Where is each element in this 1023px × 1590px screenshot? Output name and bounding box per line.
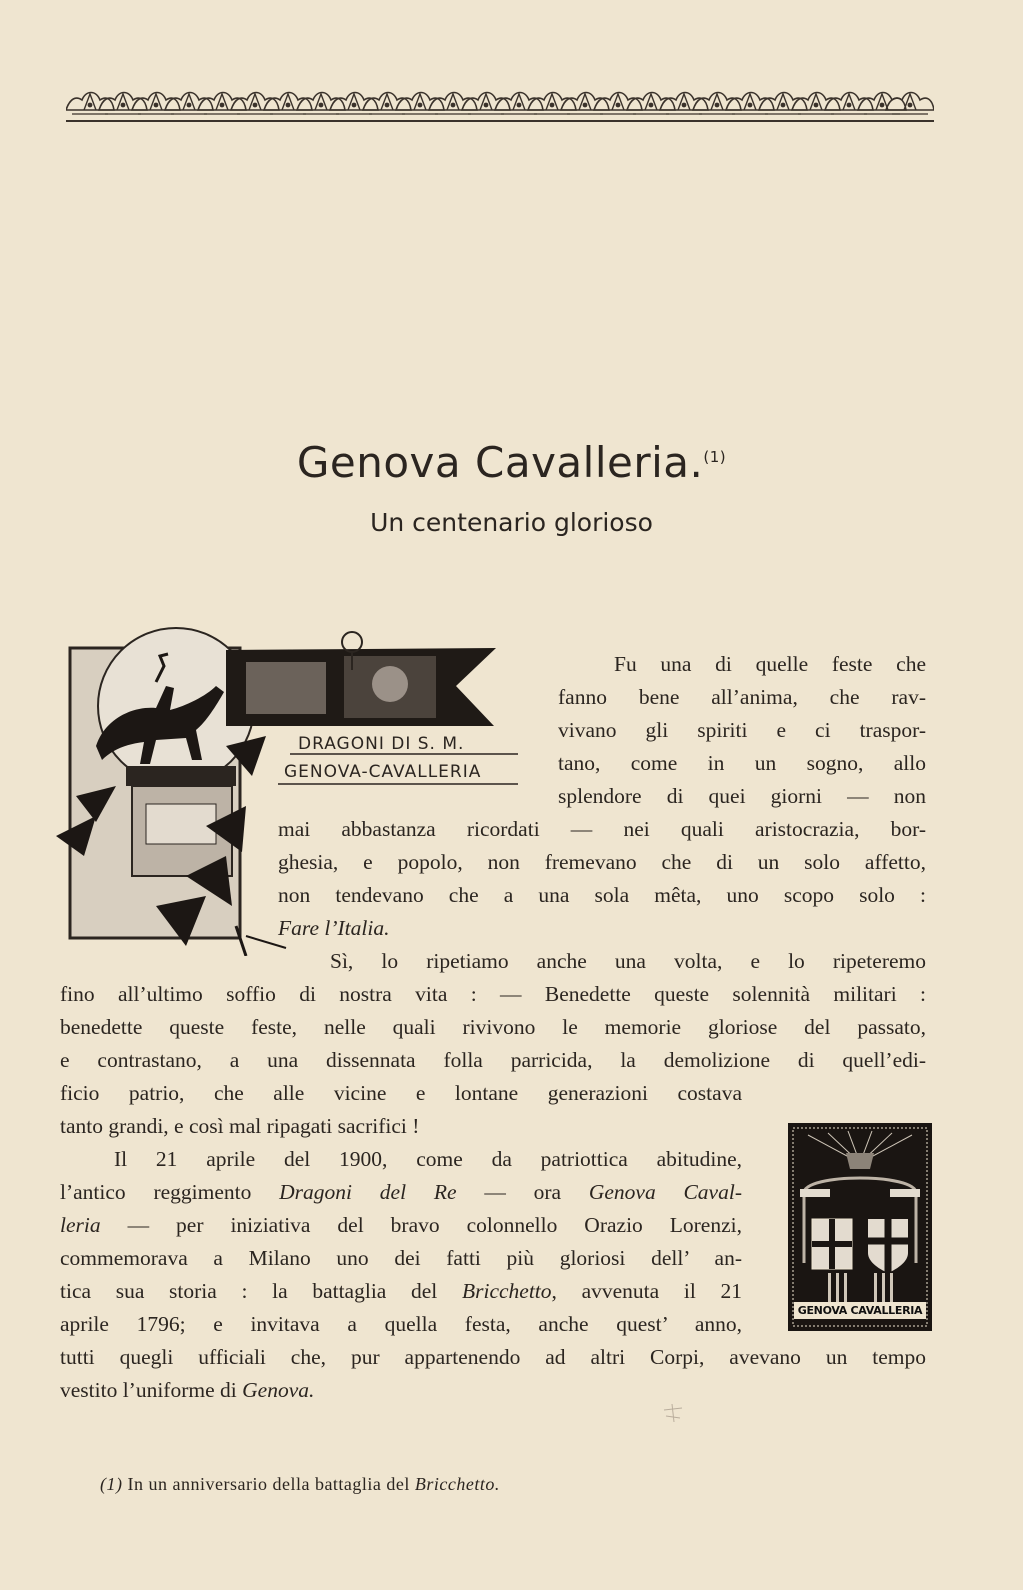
page-title <box>0 438 1023 487</box>
body-line: Il 21 aprile del 1900, come da patriottica abitudine, <box>114 1147 742 1171</box>
body-line <box>60 1374 314 1407</box>
body-text: l’antico reggimento <box>60 1180 280 1204</box>
body-line: aprile 1796; e invitava a quella festa, anche quest’ anno, <box>60 1312 742 1336</box>
body-line <box>60 1275 742 1308</box>
title-text: Genova Cavalleria. <box>296 438 704 487</box>
fleuron-border-icon <box>66 86 934 120</box>
body-line: splendore di quei giorni — non <box>558 784 926 808</box>
body-text: — per iniziativa del bravo colonnello Orazio Lorenzi, <box>100 1213 742 1237</box>
footnote-reference: (1) <box>703 448 727 466</box>
body-line: tanto grandi, e così mal ripagati sacrifici ! <box>60 1114 420 1138</box>
body-line: non tendevano che a una sola mêta, uno scopo solo : <box>278 883 926 907</box>
body-italic: Genova Caval- <box>588 1180 742 1204</box>
body-line <box>60 1176 742 1209</box>
body-line: mai abbastanza ricordati — nei quali aristocrazia, bor- <box>278 817 926 841</box>
body-line: ficio patrio, che alle vicine e lontane generazioni costava <box>60 1081 742 1105</box>
body-italic: Bricchetto <box>461 1279 552 1303</box>
decorative-header-band <box>66 86 934 122</box>
footnote-text: In un anniversario della battaglia del <box>122 1474 415 1494</box>
body-text: tica sua storia : la battaglia del <box>60 1279 462 1303</box>
coat-of-arms-icon <box>788 1123 932 1331</box>
body-line: fanno bene all’anima, che rav- <box>558 685 926 709</box>
body-italic: Fare l’Italia. <box>278 916 390 940</box>
body-italic: Dragoni del Re <box>279 1180 457 1204</box>
body-line: Fu una di quelle feste che <box>614 652 926 676</box>
body-line: tano, come in un sogno, allo <box>558 751 926 775</box>
body-text: , avvenuta il 21 <box>551 1279 742 1303</box>
body-line: tutti quegli ufficiali che, pur appartenendo ad altri Corpi, avevano un tempo <box>60 1345 926 1369</box>
body-line: benedette queste feste, nelle quali rivivono le memorie gloriose del passato, <box>60 1015 926 1039</box>
body-line <box>60 1209 742 1242</box>
body-italic: leria <box>60 1213 101 1237</box>
body-text: vestito l’uniforme di <box>60 1378 243 1402</box>
body-italic: Genova. <box>242 1378 315 1402</box>
body-line: ghesia, e popolo, non fremevano che di un solo affetto, <box>278 850 926 874</box>
vignette-caption-line-2: GENOVA-CAVALLERIA <box>284 762 482 782</box>
body-line: vivano gli spiriti e ci traspor- <box>558 718 926 742</box>
body-line: commemorava a Milano uno dei fatti più gloriosi dell’ an- <box>60 1246 742 1270</box>
body-line <box>278 912 389 945</box>
speck-icon <box>660 1400 686 1426</box>
body-line: e contrastano, a una dissennata folla parricida, la demolizione di quell’edi- <box>60 1048 926 1072</box>
body-line: fino all’ultimo soffio di nostra vita : — Benedette queste solennità militari : <box>60 982 926 1006</box>
vignette-caption-line-1: DRAGONI DI S. M. <box>298 734 465 754</box>
decorative-speck <box>660 1400 686 1426</box>
body-text: — ora <box>456 1180 589 1204</box>
footnote <box>100 1474 500 1495</box>
footnote-mark: (1) <box>100 1474 123 1494</box>
footnote-italic: Bricchetto. <box>414 1474 500 1494</box>
regimental-stamp <box>788 1123 932 1331</box>
page-subtitle: Un centenario glorioso <box>370 508 653 537</box>
body-line: Sì, lo ripetiamo anche una volta, e lo ripeteremo <box>330 949 926 973</box>
stamp-label: GENOVA CAVALLERIA <box>794 1302 926 1319</box>
